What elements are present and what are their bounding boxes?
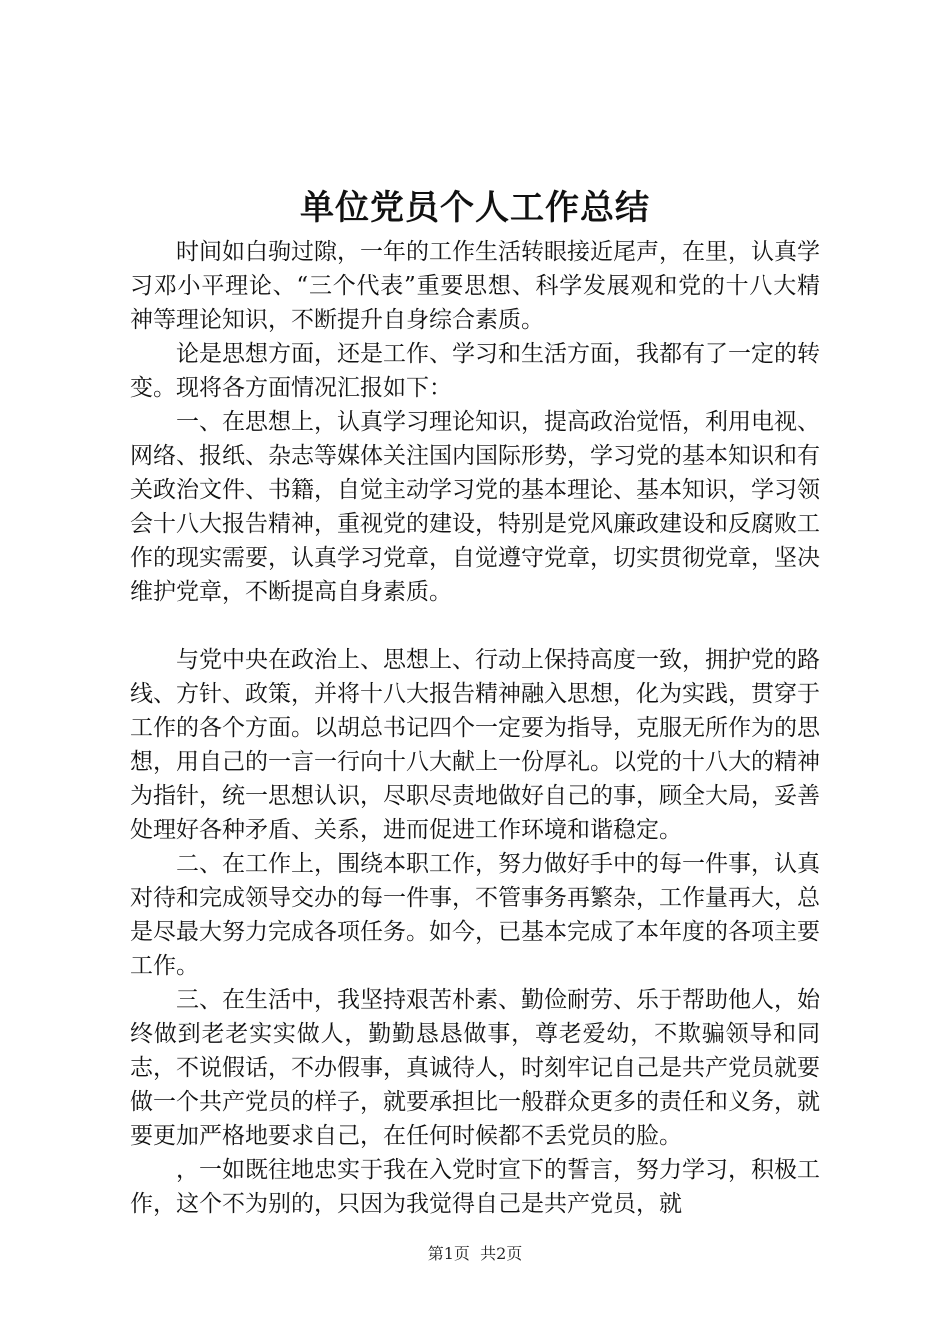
paragraph-life: 三、在生活中，我坚持艰苦朴素、勤俭耐劳、乐于帮助他人，始终做到老老实实做人，勤勤恳恳做事，尊老爱幼，不欺骗领导和同志，不说假话，不办假事，真诚待人，时刻牢记自己是共产党员就要做一个共产党员的样子，就要承担比一般群众更多的责任和义务，就要更加严格地要求自己，在任何时候都不丢党员的脸。	[130, 987, 820, 1149]
paragraph-intro: 时间如白驹过隙，一年的工作生活转眼接近尾声，在里，认真学习邓小平理论、“三个代表”重要思想、科学发展观和党的十八大精神等理论知识，不断提升自身综合素质。	[130, 239, 820, 333]
paragraph-commitment: ，一如既往地忠实于我在入党时宣下的誓言，努力学习，积极工作，这个不为别的，只因为我觉得自己是共产党员，就	[130, 1157, 820, 1217]
paragraph-alignment: 与党中央在政治上、思想上、行动上保持高度一致，拥护党的路线、方针、政策，并将十八大报告精神融入思想，化为实践，贯穿于工作的各个方面。以胡总书记四个一定要为指导，克服无所作为的思想，用自己的一言一行向十八大献上一份厚礼。以党的十八大的精神为指针，统一思想认识，尽职尽责地做好自己的事，顾全大局，妥善处理好各种矛盾、关系，进而促进工作环境和谐稳定。	[130, 647, 820, 843]
paragraph-overview: 论是思想方面，还是工作、学习和生活方面，我都有了一定的转变。现将各方面情况汇报如下：	[130, 341, 820, 401]
document-title: 单位党员个人工作总结	[300, 188, 650, 228]
page-number: 第1页 共2页	[427, 1244, 523, 1263]
paragraph-work: 二、在工作上，围绕本职工作，努力做好手中的每一件事，认真对待和完成领导交办的每一件事，不管事务再繁杂，工作量再大，总是尽最大努力完成各项任务。如今，已基本完成了本年度的各项主要工作。	[130, 851, 820, 979]
document-body	[130, 235, 820, 1221]
page-footer	[0, 1244, 950, 1264]
paragraph-thought: 一、在思想上，认真学习理论知识，提高政治觉悟，利用电视、网络、报纸、杂志等媒体关注国内国际形势，学习党的基本知识和有关政治文件、书籍，自觉主动学习党的基本理论、基本知识，学习领会十八大报告精神，重视党的建设，特别是党风廉政建设和反腐败工作的现实需要，认真学习党章，自觉遵守党章，切实贯彻党章，坚决维护党章，不断提高自身素质。	[130, 409, 820, 605]
